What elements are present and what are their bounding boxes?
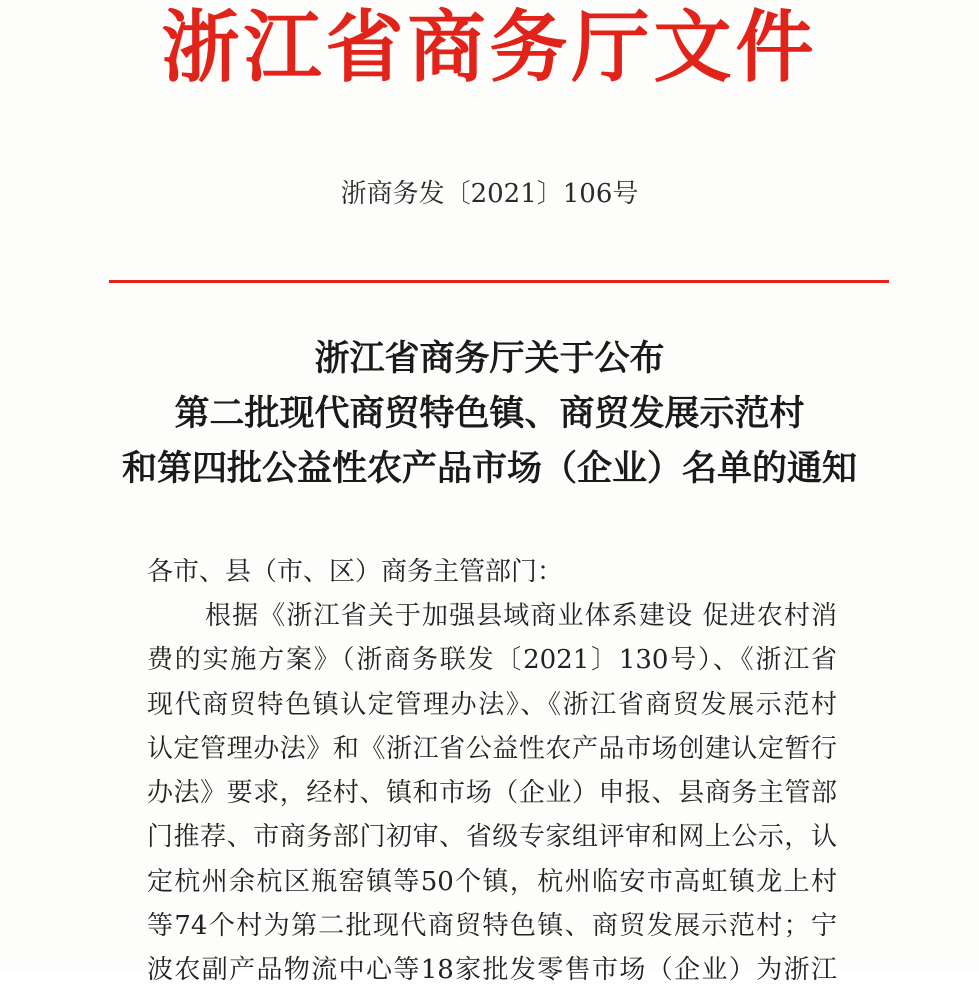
body-line: 门推荐、市商务部门初审、省级专家组评审和网上公示，认 (147, 822, 837, 853)
body-line: 波农副产品物流中心等18家批发零售市场（企业）为浙江 (147, 955, 837, 986)
salutation: 各市、县（市、区）商务主管部门： (147, 557, 564, 587)
body-line: 根据《浙江省关于加强县域商业体系建设 促进农村消 (205, 601, 837, 631)
body-line: 定杭州余杭区瓶窑镇等50个镇，杭州临安市高虹镇龙上村 (147, 866, 837, 897)
notice-title (0, 332, 979, 497)
body-line: 费的实施方案》（浙商务联发〔2021〕130号）、《浙江省 (147, 645, 837, 676)
body-line: 认定管理办法》和《浙江省公益性农产品市场创建认定暂行 (147, 733, 837, 764)
body-line: 现代商贸特色镇认定管理办法》、《浙江省商贸发展示范村 (147, 689, 837, 720)
body-line: 办法》要求，经村、镇和市场（企业）申报、县商务主管部 (147, 778, 837, 809)
red-divider-rule (109, 280, 889, 283)
body-paragraph (147, 594, 847, 993)
body-line: 等74个村为第二批现代商贸特色镇、商贸发展示范村；宁 (147, 911, 837, 942)
document-number: 浙商务发〔2021〕106号 (340, 179, 639, 209)
notice-title-line: 浙江省商务厅关于公布 (314, 339, 665, 379)
notice-title-line: 第二批现代商贸特色镇、商贸发展示范村 (174, 394, 805, 434)
notice-title-line: 和第四批公益性农产品市场（企业）名单的通知 (121, 449, 857, 489)
masthead-title: 浙江省商务厅文件 (161, 2, 818, 93)
